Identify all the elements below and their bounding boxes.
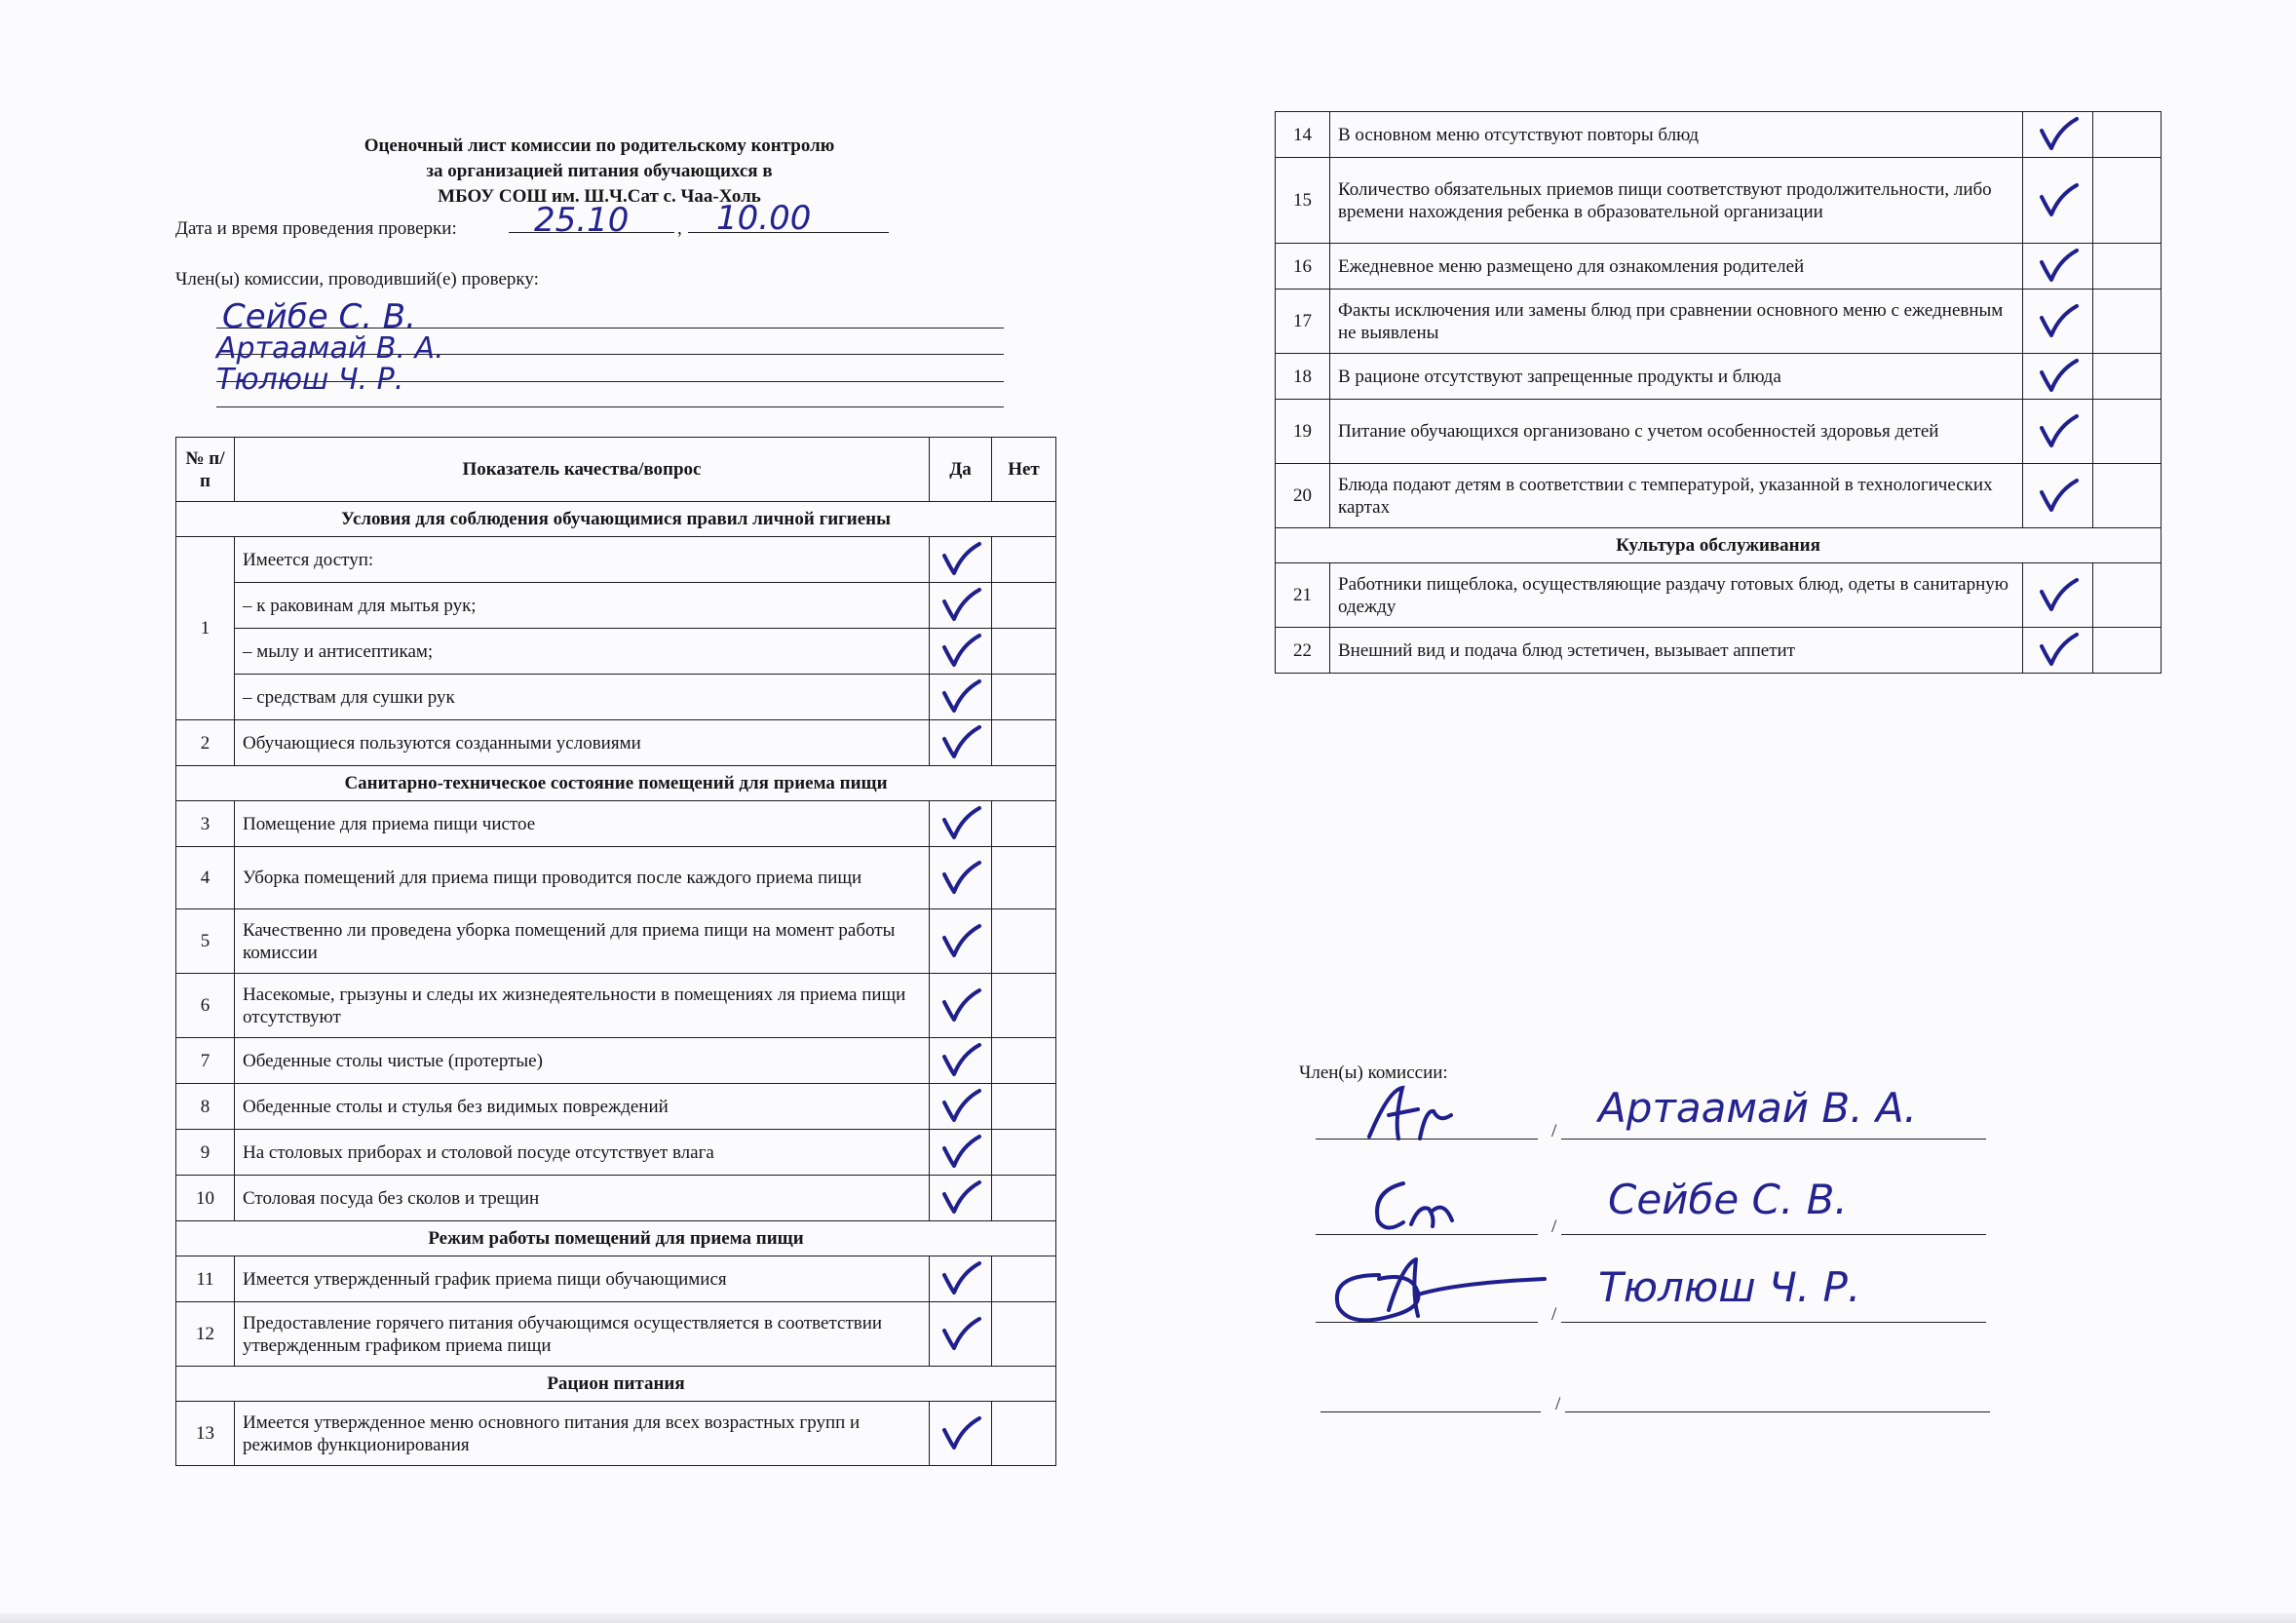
row-num: 17 [1276, 290, 1330, 354]
checkmark-icon [938, 1259, 983, 1298]
date-value: 25.10 [534, 201, 630, 240]
yes-cell[interactable] [930, 847, 992, 909]
yes-cell[interactable] [930, 537, 992, 583]
row-text: Ежедневное меню размещено для ознакомления родителей [1330, 244, 2023, 290]
no-cell[interactable] [992, 801, 1056, 847]
table-row [176, 1176, 1056, 1221]
row-text: Предоставление горячего питания обучающимся осуществляется в соответствии утвержденным графиком приема пищи [235, 1302, 930, 1367]
row-num: 16 [1276, 244, 1330, 290]
table-row [176, 629, 1056, 675]
row-text: – средствам для сушки рук [235, 675, 930, 720]
checkmark-icon [2036, 357, 2081, 396]
table-row [1276, 290, 2162, 354]
checkmark-icon [2036, 412, 2081, 451]
table-row [176, 847, 1056, 909]
row-num: 8 [176, 1084, 235, 1130]
checkmark-icon [938, 804, 983, 843]
row-text: – к раковинам для мытья рук; [235, 583, 930, 629]
signatures-label: Член(ы) комиссии: [1299, 1063, 1448, 1083]
signature-separator: / [1551, 1217, 1557, 1237]
row-num: 10 [176, 1176, 235, 1221]
table-row [1276, 112, 2162, 158]
member-handwritten: Артаамай В. А. [216, 331, 444, 366]
yes-cell[interactable] [2023, 244, 2093, 290]
checkmark-icon [2036, 631, 2081, 670]
table-header-row [176, 438, 1056, 502]
header-num: № п/п [176, 438, 235, 502]
table-row [1276, 354, 2162, 400]
table-row [1276, 563, 2162, 628]
no-cell[interactable] [2093, 563, 2162, 628]
section-row [176, 766, 1056, 801]
no-cell[interactable] [992, 720, 1056, 766]
row-text: Имеется доступ: [235, 537, 930, 583]
row-text: Насекомые, грызуны и следы их жизнедеятельности в помещениях ля приема пищи отсутствуют [235, 974, 930, 1038]
yes-cell[interactable] [2023, 400, 2093, 464]
no-cell[interactable] [992, 675, 1056, 720]
signature-mark [1320, 1246, 1557, 1343]
document-title [273, 134, 926, 210]
signature-name: Артаамай В. А. [1598, 1084, 1917, 1132]
yes-cell[interactable] [930, 1402, 992, 1466]
section-title: Условия для соблюдения обучающимися правил личной гигиены [176, 502, 1056, 537]
header-no: Нет [992, 438, 1056, 502]
table-row [176, 675, 1056, 720]
row-text: В основном меню отсутствуют повторы блюд [1330, 112, 2023, 158]
checkmark-icon [938, 986, 983, 1025]
yes-cell[interactable] [2023, 112, 2093, 158]
signature-separator: / [1551, 1304, 1557, 1325]
table-row [176, 583, 1056, 629]
checklist-table-right [1275, 111, 2162, 674]
time-value: 10.00 [716, 199, 812, 238]
row-num: 9 [176, 1130, 235, 1176]
row-num: 3 [176, 801, 235, 847]
section-title: Санитарно-техническое состояние помещений для приема пищи [176, 766, 1056, 801]
no-cell[interactable] [2093, 290, 2162, 354]
row-num: 1 [176, 537, 235, 720]
row-num: 15 [1276, 158, 1330, 244]
no-cell[interactable] [992, 537, 1056, 583]
table-row [1276, 400, 2162, 464]
checkmark-icon [2036, 477, 2081, 516]
checkmark-icon [938, 1315, 983, 1354]
no-cell[interactable] [2093, 244, 2162, 290]
title-line: МБОУ СОШ им. Ш.Ч.Сат с. Чаа-Холь [438, 186, 761, 207]
no-cell[interactable] [2093, 112, 2162, 158]
checkmark-icon [2036, 247, 2081, 286]
row-text: Питание обучающихся организовано с учетом особенностей здоровья детей [1330, 400, 2023, 464]
row-num: 19 [1276, 400, 1330, 464]
signature-line [1320, 1411, 1541, 1412]
row-text: Факты исключения или замены блюд при сравнении основного меню с ежедневным не выявлены [1330, 290, 2023, 354]
date-label: Дата и время проведения проверки: [175, 218, 457, 239]
checkmark-icon [2036, 181, 2081, 220]
yes-cell[interactable] [930, 801, 992, 847]
checkmark-icon [938, 586, 983, 625]
yes-cell[interactable] [930, 629, 992, 675]
checkmark-icon [2036, 576, 2081, 615]
no-cell[interactable] [992, 583, 1056, 629]
row-num: 6 [176, 974, 235, 1038]
name-line [1561, 1322, 1986, 1323]
yes-cell[interactable] [930, 675, 992, 720]
no-cell[interactable] [992, 909, 1056, 974]
yes-cell[interactable] [2023, 628, 2093, 674]
checkmark-icon [938, 632, 983, 671]
table-row [176, 1130, 1056, 1176]
checkmark-icon [938, 1041, 983, 1080]
table-row [176, 537, 1056, 583]
yes-cell[interactable] [930, 1084, 992, 1130]
row-text: Имеется утвержденное меню основного питания для всех возрастных групп и режимов функционирования [235, 1402, 930, 1466]
yes-cell[interactable] [930, 1302, 992, 1367]
row-text: Обеденные столы и стулья без видимых повреждений [235, 1084, 930, 1130]
row-num: 18 [1276, 354, 1330, 400]
table-row [1276, 158, 2162, 244]
table-row [1276, 244, 2162, 290]
checkmark-icon [938, 1179, 983, 1217]
yes-cell[interactable] [2023, 290, 2093, 354]
table-row [176, 909, 1056, 974]
row-text: В рационе отсутствуют запрещенные продукты и блюда [1330, 354, 2023, 400]
no-cell[interactable] [2093, 464, 2162, 528]
checkmark-icon [938, 540, 983, 579]
no-cell[interactable] [2093, 158, 2162, 244]
row-num: 7 [176, 1038, 235, 1084]
checkmark-icon [938, 723, 983, 762]
row-text: Обучающиеся пользуются созданными условиями [235, 720, 930, 766]
row-num: 4 [176, 847, 235, 909]
signature-separator: / [1551, 1121, 1557, 1141]
yes-cell[interactable] [2023, 354, 2093, 400]
members-label: Член(ы) комиссии, проводивший(е) проверку: [175, 269, 539, 290]
table-row [176, 1084, 1056, 1130]
date-time-separator: , [677, 218, 682, 239]
no-cell[interactable] [992, 1130, 1056, 1176]
yes-cell[interactable] [930, 1038, 992, 1084]
signature-name: Тюлюш Ч. Р. [1598, 1263, 1861, 1311]
table-row [176, 974, 1056, 1038]
row-text: На столовых приборах и столовой посуде отсутствует влага [235, 1130, 930, 1176]
no-cell[interactable] [2093, 400, 2162, 464]
table-row [1276, 464, 2162, 528]
no-cell[interactable] [992, 847, 1056, 909]
no-cell[interactable] [992, 1256, 1056, 1302]
yes-cell[interactable] [930, 1176, 992, 1221]
yes-cell[interactable] [930, 974, 992, 1038]
section-row [176, 502, 1056, 537]
section-row [1276, 528, 2162, 563]
header-yes: Да [930, 438, 992, 502]
signature-line [1316, 1234, 1538, 1235]
row-text: Блюда подают детям в соответствии с температурой, указанной в технологических картах [1330, 464, 2023, 528]
row-text: Количество обязательных приемов пищи соответствуют продолжительности, либо времени нахождения ребенка в образовательной организации [1330, 158, 2023, 244]
row-text: Уборка помещений для приема пищи проводится после каждого приема пищи [235, 847, 930, 909]
signature-line [1316, 1139, 1538, 1140]
yes-cell[interactable] [930, 720, 992, 766]
checkmark-icon [938, 677, 983, 716]
row-text: Столовая посуда без сколов и трещин [235, 1176, 930, 1221]
yes-cell[interactable] [2023, 464, 2093, 528]
section-row [176, 1221, 1056, 1256]
table-row [176, 801, 1056, 847]
yes-cell[interactable] [2023, 158, 2093, 244]
checkmark-icon [938, 1133, 983, 1172]
no-cell[interactable] [2093, 354, 2162, 400]
member-handwritten: Сейбе С. В. [222, 297, 416, 336]
yes-cell[interactable] [2023, 563, 2093, 628]
row-text: Имеется утвержденный график приема пищи обучающимися [235, 1256, 930, 1302]
signature-line [1316, 1322, 1538, 1323]
yes-cell[interactable] [930, 1256, 992, 1302]
row-text: Помещение для приема пищи чистое [235, 801, 930, 847]
row-text: Внешний вид и подача блюд эстетичен, вызывает аппетит [1330, 628, 2023, 674]
row-num: 2 [176, 720, 235, 766]
member-line [216, 406, 1004, 407]
name-line [1561, 1139, 1986, 1140]
row-num: 12 [176, 1302, 235, 1367]
row-text: Обеденные столы чистые (протертые) [235, 1038, 930, 1084]
row-num: 21 [1276, 563, 1330, 628]
row-num: 20 [1276, 464, 1330, 528]
table-row [176, 1302, 1056, 1367]
no-cell[interactable] [992, 1402, 1056, 1466]
no-cell[interactable] [992, 1038, 1056, 1084]
checkmark-icon [2036, 302, 2081, 341]
table-row [176, 1256, 1056, 1302]
section-title: Культура обслуживания [1276, 528, 2162, 563]
row-num: 5 [176, 909, 235, 974]
name-line [1561, 1234, 1986, 1235]
signature-separator: / [1555, 1394, 1561, 1414]
row-text: Качественно ли проведена уборка помещений для приема пищи на момент работы комиссии [235, 909, 930, 974]
checkmark-icon [938, 1087, 983, 1126]
row-num: 11 [176, 1256, 235, 1302]
section-row [176, 1367, 1056, 1402]
yes-cell[interactable] [930, 1130, 992, 1176]
checklist-table-left [175, 437, 1056, 1466]
member-handwritten: Тюлюш Ч. Р. [216, 363, 404, 397]
table-row [176, 720, 1056, 766]
no-cell[interactable] [2093, 628, 2162, 674]
table-row [1276, 628, 2162, 674]
row-text: Работники пищеблока, осуществляющие раздачу готовых блюд, одеты в санитарную одежду [1330, 563, 2023, 628]
signature-mark [1364, 1172, 1462, 1240]
yes-cell[interactable] [930, 583, 992, 629]
signature-name: Сейбе С. В. [1608, 1176, 1848, 1223]
checkmark-icon [938, 859, 983, 898]
row-num: 14 [1276, 112, 1330, 158]
row-text: – мылу и антисептикам; [235, 629, 930, 675]
table-row [176, 1038, 1056, 1084]
no-cell[interactable] [992, 974, 1056, 1038]
page-bottom-edge [0, 1613, 2296, 1623]
no-cell[interactable] [992, 1176, 1056, 1221]
checkmark-icon [938, 922, 983, 961]
section-title: Режим работы помещений для приема пищи [176, 1221, 1056, 1256]
checkmark-icon [2036, 115, 2081, 154]
header-question: Показатель качества/вопрос [235, 438, 930, 502]
row-num: 13 [176, 1402, 235, 1466]
no-cell[interactable] [992, 629, 1056, 675]
row-num: 22 [1276, 628, 1330, 674]
checkmark-icon [938, 1414, 983, 1453]
no-cell[interactable] [992, 1084, 1056, 1130]
table-row [176, 1402, 1056, 1466]
yes-cell[interactable] [930, 909, 992, 974]
title-line: за организацией питания обучающихся в [426, 161, 773, 181]
title-line: Оценочный лист комиссии по родительскому контролю [364, 135, 835, 156]
no-cell[interactable] [992, 1302, 1056, 1367]
section-title: Рацион питания [176, 1367, 1056, 1402]
name-line [1565, 1411, 1990, 1412]
